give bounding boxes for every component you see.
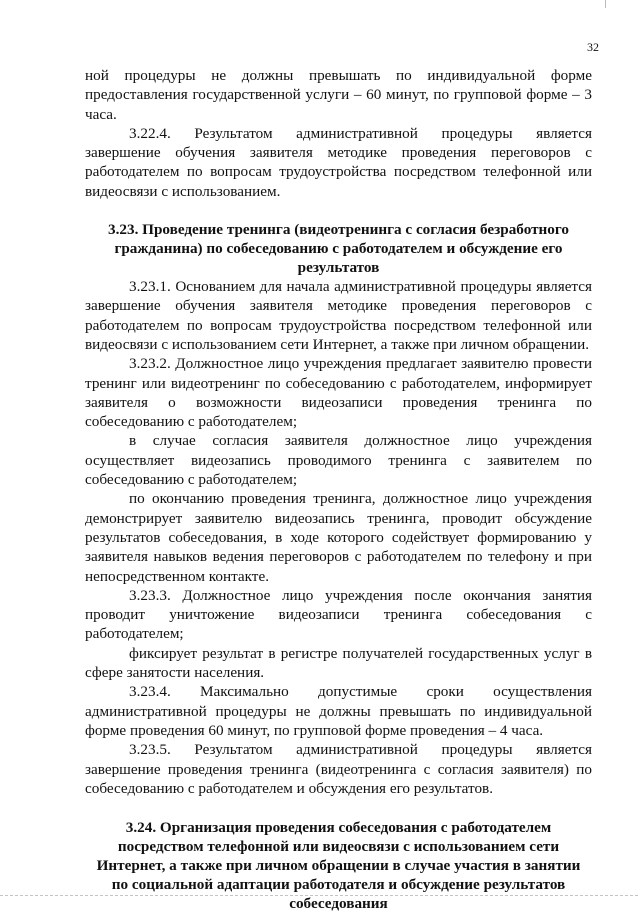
page-bottom-border bbox=[0, 895, 638, 896]
paragraph-3-23-3: 3.23.3. Должностное лицо учреждения после окончания занятия проводит уничтожение видеозаписи тренинга собеседования с работодателем; bbox=[85, 586, 592, 643]
page-edge-mark bbox=[605, 0, 606, 8]
document-body bbox=[85, 66, 592, 913]
paragraph-3-23-2: 3.23.2. Должностное лицо учреждения предлагает заявителю провести тренинг или видеотренинг по собеседованию с работодателем, информирует заявителя о возможности видеозаписи проведения тренинга по собеседованию с работодателем; bbox=[85, 355, 592, 431]
page-number: 32 bbox=[587, 40, 599, 54]
paragraph-3-23-5: 3.23.5. Результатом административной процедуры является завершение проведения тренинга (видеотренинга с согласия заявителя) по собеседованию с работодателем и обсуждения его результатов. bbox=[85, 741, 592, 797]
paragraph-3-23-2-consent: в случае согласия заявителя должностное лицо учреждения осуществляет видеозапись проводимого тренинга с заявителем по собеседованию с работодателем; bbox=[85, 432, 592, 489]
paragraph-continuation: ной процедуры не должны превышать по индивидуальной форме предоставления государственной услуги – 60 минут, по групповой форме – 3 часа. bbox=[85, 67, 592, 123]
paragraph-3-23-4: 3.23.4. Максимально допустимые сроки осуществления административной процедуры не должны превышать по индивидуальной форме проведения 60 минут, по групповой форме проведения – 4 часа. bbox=[85, 683, 592, 739]
paragraph-3-23-1: 3.23.1. Основанием для начала административной процедуры является завершение обучения заявителя методике проведения переговоров с работодателем по вопросам трудоустройства посредством телефонной или видеосвязи с использованием сети Интернет, а также при личном обращении. bbox=[85, 278, 592, 353]
paragraph-3-23-2-discussion: по окончанию проведения тренинга, должностное лицо учреждения демонстрирует заявителю видеозапись тренинга, проводит обсуждение результатов собеседования, в ходе которого содействует формированию у заявителя навыков ведения переговоров с работодателем по телефону и при непосредственном контакте. bbox=[85, 490, 592, 585]
section-3-23-heading: 3.23. Проведение тренинга (видеотренинга с согласия безработного гражданина) по собеседованию с работодателем и обсуждение его результатов bbox=[107, 221, 570, 277]
paragraph-3-22-4: 3.22.4. Результатом административной процедуры является завершение обучения заявителя методике проведения переговоров с работодателем по вопросам трудоустройства посредством телефонной или видеосвязи с использованием. bbox=[85, 124, 592, 200]
paragraph-3-23-3-register: фиксирует результат в регистре получателей государственных услуг в сфере занятости населения. bbox=[85, 644, 592, 682]
section-3-24-heading: 3.24. Организация проведения собеседования с работодателем посредством телефонной или видеосвязи с использованием сети Интернет, а также при личном обращении в случае участия в занятии по социальной адаптации работодателя и обсуждение результатов собеседования bbox=[96, 819, 581, 913]
